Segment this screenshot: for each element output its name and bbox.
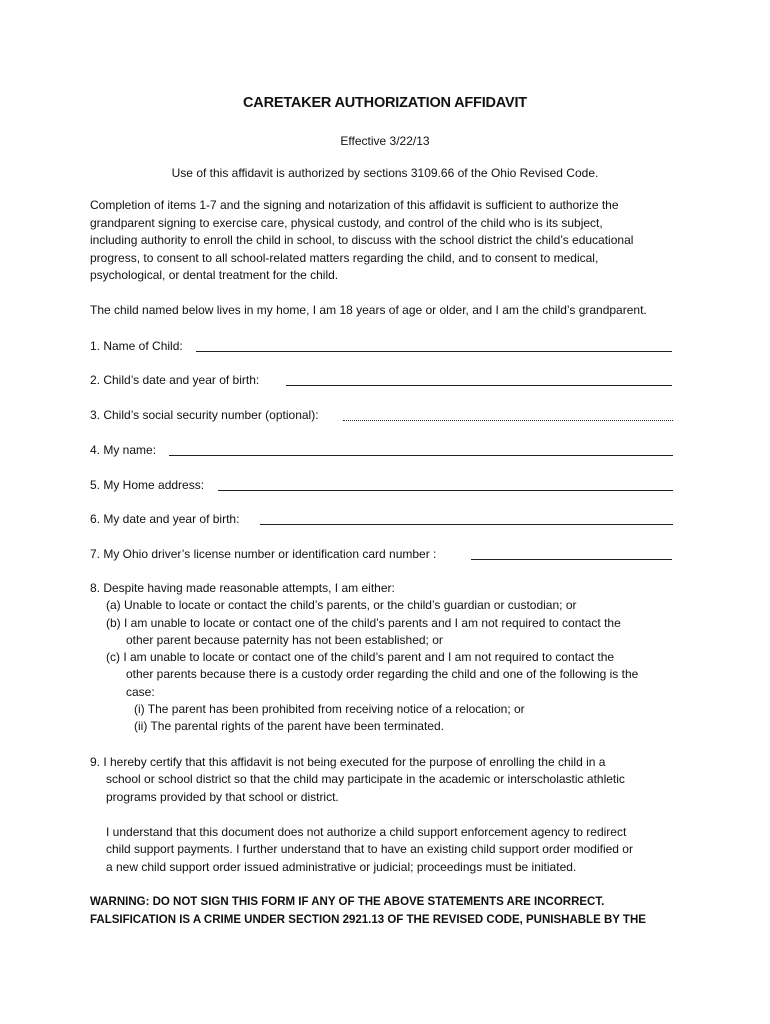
field-label-my-name: 4. My name:: [90, 443, 157, 457]
warning-line: WARNING: DO NOT SIGN THIS FORM IF ANY OF THE ABOVE STATEMENTS ARE INCORRECT.: [90, 896, 605, 908]
item-8-option-a: (a) Unable to locate or contact the child’s parents, or the child’s guardian or custodian; or: [106, 598, 577, 613]
child-ssn-field[interactable]: [343, 420, 673, 421]
item-8-subitem-i: (i) The parent has been prohibited from receiving notice of a relocation; or: [134, 702, 525, 717]
field-label-name-of-child: 1. Name of Child:: [90, 339, 183, 353]
name-of-child-field[interactable]: [196, 351, 672, 352]
item-8-option-b-cont: other parent because paternity has not been established; or: [126, 632, 443, 647]
field-label-child-ssn: 3. Child’s social security number (optional):: [90, 408, 319, 422]
home-address-field[interactable]: [218, 490, 673, 491]
support-note-line: child support payments. I further understand that to have an existing child support order modified or: [106, 842, 633, 857]
my-name-field[interactable]: [169, 455, 673, 456]
intro-line: Completion of items 1-7 and the signing and notarization of this affidavit is sufficient to authorize the: [90, 198, 619, 212]
item-9-line: 9. I hereby certify that this affidavit is not being executed for the purpose of enrolling the child in a: [90, 755, 606, 769]
support-note-line: I understand that this document does not authorize a child support enforcement agency to redirect: [106, 825, 627, 839]
intro-line: grandparent signing to exercise care, physical custody, and control of the child who is its subject,: [90, 215, 603, 230]
child-support-note: [90, 824, 690, 876]
intro-paragraph: [90, 197, 690, 285]
document-title: CARETAKER AUTHORIZATION AFFIDAVIT: [243, 95, 527, 111]
item-8-option-c-cont: other parents because there is a custody order regarding the child and one of the following is the: [126, 667, 639, 682]
warning-line: FALSIFICATION IS A CRIME UNDER SECTION 2921.13 OF THE REVISED CODE, PUNISHABLE BY THE: [90, 914, 646, 926]
item-8-intro: 8. Despite having made reasonable attempts, I am either:: [90, 581, 395, 595]
item-8-option-b: (b) I am unable to locate or contact one of the child’s parents and I am not required to contact the: [106, 615, 621, 630]
field-label-my-birth: 6. My date and year of birth:: [90, 512, 240, 526]
item-8-block: [90, 580, 690, 736]
statement-text: The child named below lives in my home, I am 18 years of age or older, and I am the child’s grandparent.: [90, 303, 647, 317]
my-birth-date-field[interactable]: [260, 524, 673, 525]
item-9-line: school or school district so that the child may participate in the academic or interscholastic athletic: [106, 772, 625, 787]
intro-line: psychological, or dental treatment for the child.: [90, 268, 339, 282]
item-9-line: programs provided by that school or district.: [106, 789, 339, 804]
child-birth-date-field[interactable]: [286, 385, 672, 386]
warning-block: [90, 893, 690, 929]
intro-line: progress, to consent to all school-related matters regarding the child, and to consent to medical,: [90, 250, 599, 265]
field-label-license: 7. My Ohio driver’s license number or identification card number :: [90, 547, 437, 561]
field-label-child-birth: 2. Child’s date and year of birth:: [90, 373, 260, 387]
grandparent-statement: [90, 302, 690, 320]
field-label-home-address: 5. My Home address:: [90, 478, 205, 492]
intro-line: including authority to enroll the child in school, to discuss with the school district the child’s educational: [90, 233, 634, 247]
item-8-option-c: (c) I am unable to locate or contact one of the child’s parent and I am not required to contact the: [106, 650, 615, 665]
item-9-block: [90, 754, 690, 806]
license-number-field[interactable]: [471, 559, 672, 560]
effective-date: Effective 3/22/13: [340, 134, 430, 148]
item-8-option-c-cont: case:: [126, 684, 155, 699]
usage-statement: Use of this affidavit is authorized by sections 3109.66 of the Ohio Revised Code.: [171, 166, 599, 180]
support-note-line: a new child support order issued administrative or judicial; proceedings must be initiated.: [106, 859, 577, 874]
item-8-subitem-ii: (ii) The parental rights of the parent have been terminated.: [134, 719, 444, 734]
